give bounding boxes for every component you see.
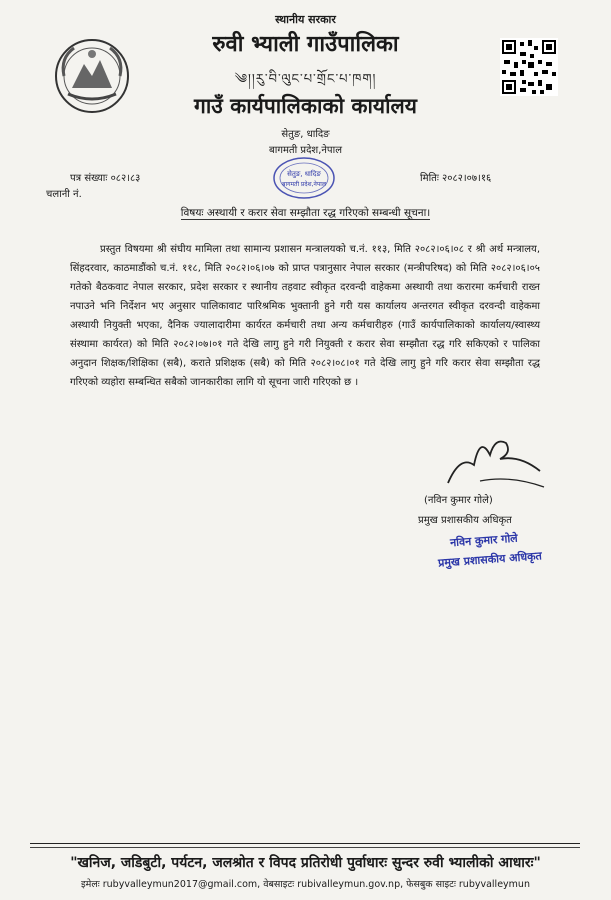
address-line-2: बागमती प्रदेश,नेपाल bbox=[269, 145, 342, 156]
footer-contact: इमेलः rubyvalleymun2017@gmail.com, वेबसाइटः rubivalleymun.gov.np, फेसबुक साइटः rubyvalleymun bbox=[81, 879, 530, 890]
handwritten-signature bbox=[440, 425, 550, 495]
office-name: गाउँ कार्यपालिकाको कार्यालय bbox=[194, 94, 417, 118]
footer-slogan: "खनिज, जडिबुटी, पर्यटन, जलश्रोत र विपद प्रतिरोधी पुर्वाधारः सुन्दर रुवी भ्यालीको आधारः" bbox=[70, 855, 541, 871]
municipality-name: रुवी भ्याली गाउँपालिका bbox=[212, 32, 399, 57]
footer-divider bbox=[30, 843, 580, 844]
stamp-line-2: बागमती प्रदेश,नेपाल bbox=[282, 181, 326, 188]
address-line-1: सेतुङ, धादिङ bbox=[281, 129, 330, 140]
signatory-title: प्रमुख प्रशासकीय अधिकृत bbox=[418, 515, 512, 526]
office-stamp bbox=[262, 155, 346, 201]
letter-date: मितिः २०८२।०७।१६ bbox=[420, 173, 492, 184]
reference-number: पत्र संख्याः ०८२।८३ bbox=[70, 173, 141, 184]
local-government-label: स्थानीय सरकार bbox=[275, 13, 336, 26]
notice-body: प्रस्तुत विषयमा श्री संघीय मामिला तथा सामान्य प्रशासन मन्त्रालयको च.नं. ११३, मिति २०८२।०६।०८ र श्री अर्थ मन्त्रालय, सिंहदरवार, काठमाडौंको च.नं. ११८, मिति २०८२।०६।०७ को प्राप्त पत्रानुसार नेपाल सरकार (मन्त्रीपरिषद) को मिति २०८२।०६।०५ गतेको बैठकवाट नेपाल सरकार, प्रदेश सरकार र स्थानीय तहवाट स्वीकृत दरवन्दी वाहेकमा अस्थायी तथा करारमा कर्मचारी राख्न नपाउने भनि निर्देशन भए अनुसार पालिकावाट पारिश्रमिक भुक्तानी हुने गरी यस कार्यालय अन्तरगत स्वीकृत दरवन्दी वाहेकमा अस्थायी नियुक्ती भएका, दैनिक ज्यालादारीमा कार्यरत कर्मचारी तथा अन्य कर्मचारीहरु (गाउँ कार्यपालिकाको कार्यालय/स्वास्थ्य संस्थामा कार्यरत) को मिति २०८२।०७।०१ गते देखि लागु हुने गरी नियुक्ती र करार सेवा सम्झौता रद्ध गरि सकिएको र पालिका अनुदान शिक्षक/शिक्षिका (सबै), कराते प्रशिक्षक (सबै) को मिति २०८२।०८।०१ गते देखि लागु हुने गरि करार सेवा सम्झौता रद्ध गरिएको व्यहोरा सम्बन्धित सबैको जानकारीका लागि यो सूचना जारी गरिएको छ । bbox=[70, 244, 540, 388]
footer-divider-thin bbox=[30, 847, 580, 848]
stamp-line-1: सेतुङ, धादिङ bbox=[287, 170, 321, 178]
dispatch-number-label: चलानी नं. bbox=[46, 189, 82, 200]
name-stamp: नविन कुमार गोले bbox=[449, 531, 519, 550]
subject-text: विषयः अस्थायी र करार सेवा सम्झौता रद्ध गरिएको सम्बन्धी सूचना। bbox=[180, 207, 431, 219]
tibetan-script-line: ༄།།རུ་བི་ལུང་པ་གྲོང་པ་ཁག། bbox=[234, 72, 377, 87]
title-stamp: प्रमुख प्रशासकीय अधिकृत bbox=[437, 549, 543, 570]
subject-line bbox=[0, 206, 611, 220]
signatory-name: (नविन कुमार गोले) bbox=[424, 495, 493, 506]
